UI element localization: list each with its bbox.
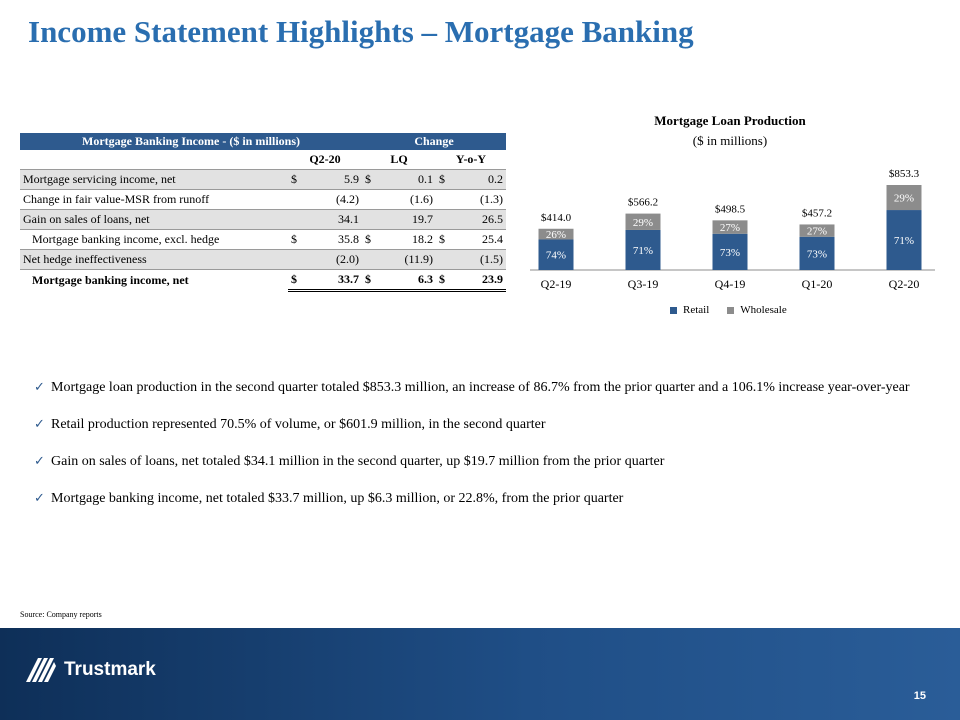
bullet-item: ✓ Retail production represented 70.5% of volume, or $601.9 million, in the second quarter [34, 417, 546, 432]
logo-text: Trustmark [64, 659, 156, 680]
legend-label-retail: Retail [683, 304, 710, 316]
table-row: Mortgage banking income, excl. hedge $ 35.8 $ 18.2 $ 25.4 [20, 230, 506, 250]
checkmark-icon: ✓ [34, 417, 45, 432]
bullet-item: ✓ Mortgage banking income, net totaled $33.7 million, up $6.3 million, or 22.8%, from the prior quarter [34, 491, 624, 506]
chart-title: Mortgage Loan Production [654, 113, 806, 128]
bar-total-label: $414.0 [540, 211, 572, 224]
trustmark-logo-icon [24, 656, 58, 684]
bar-pct-label: 73% [806, 248, 828, 261]
trustmark-logo [24, 656, 156, 684]
x-tick-label: Q3-19 [627, 277, 659, 291]
bar-pct-label: 27% [719, 222, 741, 235]
x-tick-label: Q2-19 [540, 277, 572, 291]
bar-pct-label: 29% [893, 192, 915, 205]
x-tick-label: Q2-20 [888, 277, 920, 291]
checkmark-icon: ✓ [34, 380, 45, 395]
mortgage-production-chart [525, 110, 955, 320]
table-row: Change in fair value-MSR from runoff (4.2) (1.6) (1.3) [20, 190, 506, 210]
bar-pct-label: 71% [893, 235, 915, 248]
col-header-lq: LQ [390, 152, 408, 166]
chart-plot [525, 110, 955, 300]
chart-legend [670, 304, 787, 316]
checkmark-icon: ✓ [34, 454, 45, 469]
bar-total-label: $457.2 [801, 207, 833, 220]
bar-total-label: $498.5 [714, 203, 746, 216]
bar-total-label: $853.3 [888, 168, 920, 180]
table-header-label: Mortgage Banking Income - ($ in millions) [20, 133, 362, 150]
bar-pct-label: 71% [632, 244, 654, 257]
bullet-list [34, 378, 914, 526]
col-header-q2-20: Q2-20 [309, 152, 341, 166]
source-note: Source: Company reports [20, 610, 102, 619]
table-row: Gain on sales of loans, net 34.1 19.7 26.5 [20, 210, 506, 230]
mortgage-income-table [20, 133, 506, 292]
legend-swatch-wholesale [727, 307, 734, 314]
bar-pct-label: 26% [545, 229, 567, 242]
table-header-change: Change [362, 133, 506, 150]
page-number: 15 [913, 690, 926, 702]
col-header-yoy: Y-o-Y [455, 152, 487, 166]
bar-pct-label: 27% [806, 225, 828, 238]
bar-pct-label: 74% [545, 249, 567, 262]
x-tick-label: Q4-19 [714, 277, 746, 291]
bar-pct-label: 29% [632, 216, 654, 229]
checkmark-icon: ✓ [34, 491, 45, 506]
x-tick-label: Q1-20 [801, 277, 833, 291]
bullet-item: ✓ Gain on sales of loans, net totaled $34.1 million in the second quarter, up $19.7 million from the prior quarter [34, 454, 665, 469]
bar-pct-label: 73% [719, 246, 741, 259]
table-row: Net hedge ineffectiveness (2.0) (11.9) (1.5) [20, 250, 506, 270]
page-title: Income Statement Highlights – Mortgage Banking [28, 14, 694, 49]
legend-swatch-retail [670, 307, 677, 314]
legend-label-wholesale: Wholesale [740, 304, 787, 316]
bullet-item: ✓ Mortgage loan production in the second quarter totaled $853.3 million, an increase of 86.7% from the prior quarter and a 106.1% increase year-over-year [34, 380, 910, 395]
table-row: Mortgage servicing income, net $ 5.9 $ 0.1 $ 0.2 [20, 170, 506, 190]
bar-total-label: $566.2 [627, 196, 659, 209]
table-row-total: Mortgage banking income, net $ 33.7 $ 6.3 $ 23.9 [20, 270, 506, 291]
chart-subtitle: ($ in millions) [692, 133, 768, 148]
